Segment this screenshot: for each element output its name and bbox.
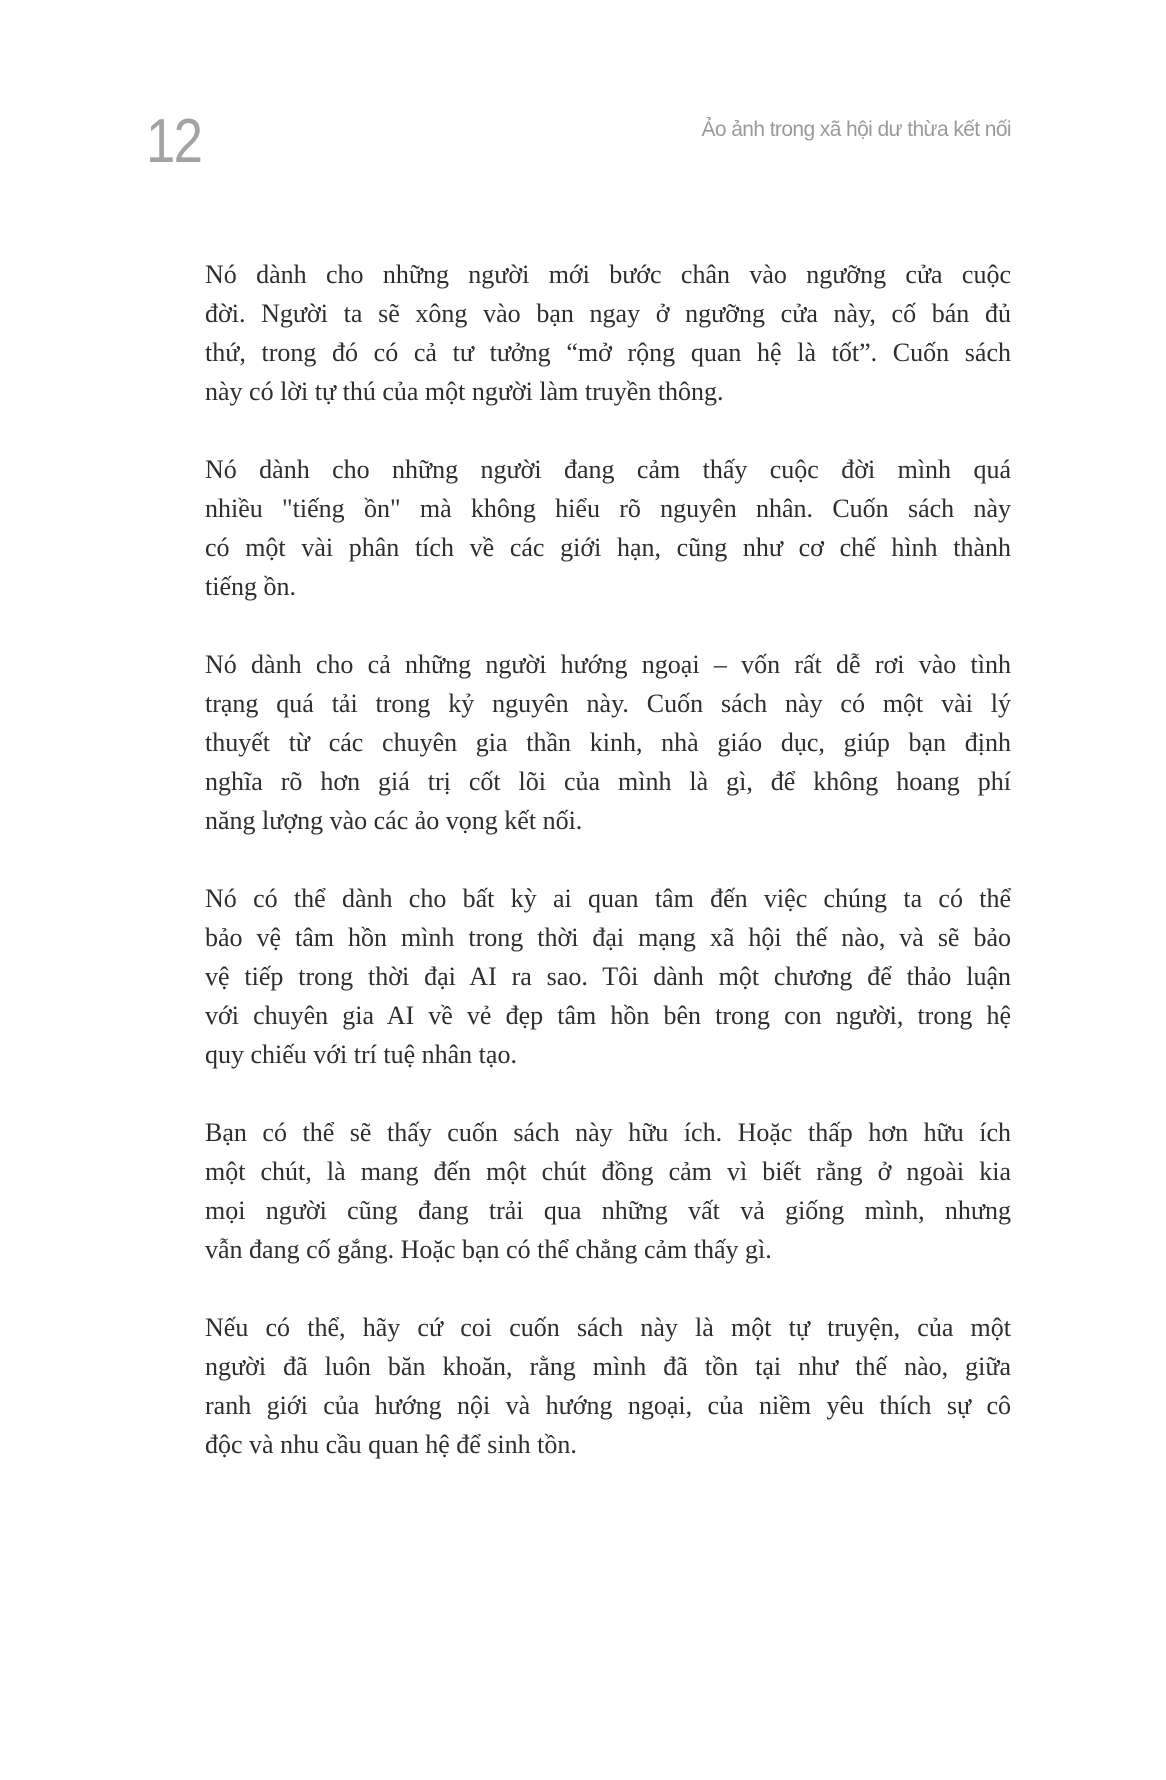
paragraph [205, 879, 1011, 1074]
text-line: thứ, trong đó có cả tư tưởng “mở rộng quan hệ là tốt”. Cuốn sách [205, 338, 1011, 367]
text-line: độc và nhu cầu quan hệ để sinh tồn. [205, 1430, 577, 1459]
text-line: quy chiếu với trí tuệ nhân tạo. [205, 1040, 517, 1069]
paragraph [205, 1308, 1011, 1464]
text-line: người đã luôn băn khoăn, rằng mình đã tồn tại như thế nào, giữa [205, 1352, 1011, 1381]
text-line: ranh giới của hướng nội và hướng ngoại, của niềm yêu thích sự cô [205, 1391, 1011, 1420]
text-line: đời. Người ta sẽ xông vào bạn ngay ở ngưỡng cửa này, cố bán đủ [205, 299, 1011, 328]
text-line: trạng quá tải trong kỷ nguyên này. Cuốn sách này có một vài lý [205, 689, 1011, 718]
paragraph [205, 450, 1011, 606]
paragraph [205, 645, 1011, 840]
text-line: tiếng ồn. [205, 572, 296, 601]
text-line: nghĩa rõ hơn giá trị cốt lõi của mình là gì, để không hoang phí [205, 767, 1011, 796]
text-line: Nó dành cho cả những người hướng ngoại – vốn rất dễ rơi vào tình [205, 650, 1011, 679]
text-line: Nó dành cho những người mới bước chân vào ngưỡng cửa cuộc [205, 260, 1011, 289]
text-line: Nó dành cho những người đang cảm thấy cuộc đời mình quá [205, 455, 1011, 484]
body-text [205, 255, 1011, 1503]
text-line: bảo vệ tâm hồn mình trong thời đại mạng xã hội thế nào, và sẽ bảo [205, 923, 1011, 952]
text-line: này có lời tự thú của một người làm truyền thông. [205, 377, 724, 406]
text-line: Bạn có thể sẽ thấy cuốn sách này hữu ích. Hoặc thấp hơn hữu ích [205, 1118, 1011, 1147]
paragraph [205, 255, 1011, 411]
text-line: Nếu có thể, hãy cứ coi cuốn sách này là một tự truyện, của một [205, 1313, 1011, 1342]
text-line: với chuyên gia AI về vẻ đẹp tâm hồn bên trong con người, trong hệ [205, 1001, 1011, 1030]
text-line: có một vài phân tích về các giới hạn, cũng như cơ chế hình thành [205, 533, 1011, 562]
running-title: Ảo ảnh trong xã hội dư thừa kết nối [701, 118, 1011, 141]
text-line: vẫn đang cố gắng. Hoặc bạn có thể chẳng cảm thấy gì. [205, 1235, 772, 1264]
paragraph [205, 1113, 1011, 1269]
text-line: mọi người cũng đang trải qua những vất vả giống mình, nhưng [205, 1196, 1011, 1225]
page-number: 12 [146, 107, 202, 176]
text-line: năng lượng vào các ảo vọng kết nối. [205, 806, 583, 835]
text-line: nhiều "tiếng ồn" mà không hiểu rõ nguyên nhân. Cuốn sách này [205, 494, 1011, 523]
text-line: vệ tiếp trong thời đại AI ra sao. Tôi dành một chương để thảo luận [205, 962, 1011, 991]
text-line: thuyết từ các chuyên gia thần kinh, nhà giáo dục, giúp bạn định [205, 728, 1011, 757]
text-line: Nó có thể dành cho bất kỳ ai quan tâm đến việc chúng ta có thể [205, 884, 1011, 913]
text-line: một chút, là mang đến một chút đồng cảm vì biết rằng ở ngoài kia [205, 1157, 1011, 1186]
